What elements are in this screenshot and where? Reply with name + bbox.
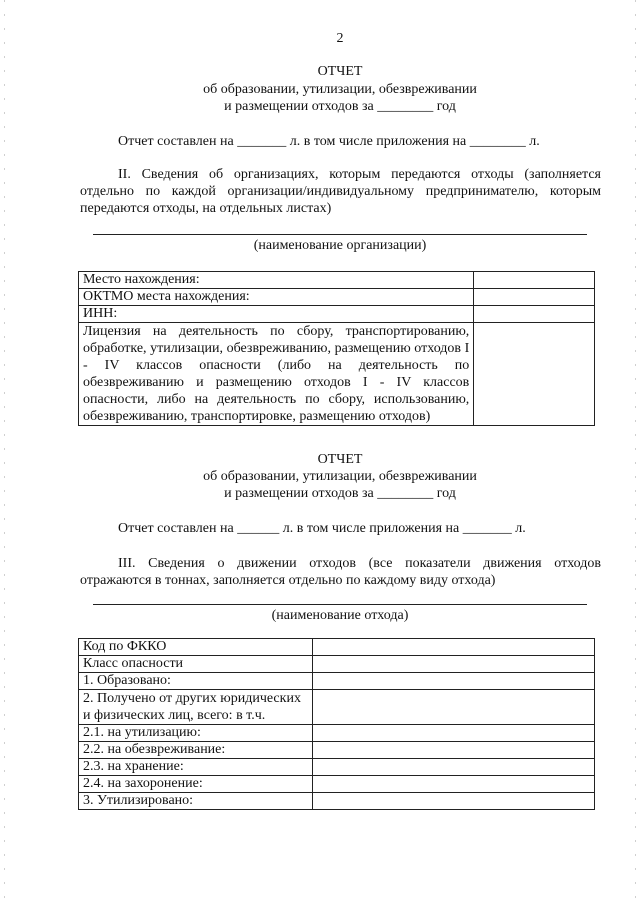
report2-section-text: III. Сведения о движении отходов (все показатели движения отходов отражаются в тоннах, заполняется отдельно по каждому виду отхода) — [80, 556, 601, 588]
table-row — [79, 323, 595, 426]
report2-compiled-mid: л. в том числе приложения на — [282, 521, 460, 536]
org-name-caption: (наименование организации) — [253, 238, 427, 253]
table-row — [79, 306, 595, 323]
report1-compiled-pre: Отчет составлен на — [118, 134, 234, 149]
waste-hazard-value — [312, 656, 594, 673]
page-number: 2 — [336, 31, 344, 46]
waste-formed-value — [312, 673, 594, 690]
report1-appendix-blank: ________ — [469, 134, 526, 149]
report2-title: ОТЧЕТ — [317, 452, 363, 467]
table-row — [79, 639, 595, 656]
waste-utilized-value — [312, 793, 594, 810]
waste-to-burial-label: 2.4. на захоронение: — [79, 776, 313, 793]
waste-formed-label: 1. Образовано: — [79, 673, 313, 690]
report1-compiled-post: л. — [529, 134, 540, 149]
waste-to-neutralization-value — [312, 742, 594, 759]
report1-subtitle-2 — [0, 98, 640, 115]
table-row — [79, 289, 595, 306]
report1-compiled-line — [118, 133, 540, 150]
org-license-value — [474, 323, 595, 426]
report2-subtitle-2 — [0, 485, 640, 502]
table-row — [79, 725, 595, 742]
report2-appendix-blank: _______ — [462, 521, 512, 536]
waste-name-line — [93, 604, 587, 605]
report1-year-suffix: год — [436, 99, 456, 114]
org-location-label: Место нахождения: — [79, 272, 474, 289]
report1-sheets-blank: _______ — [237, 134, 287, 149]
report2-subtitle-2-text: и размещении отходов за — [224, 486, 374, 501]
waste-received-value — [312, 690, 594, 725]
report2-compiled-line — [118, 520, 526, 537]
table-row — [79, 776, 595, 793]
waste-to-neutralization-label: 2.2. на обезвреживание: — [79, 742, 313, 759]
report2-year-suffix: год — [436, 486, 456, 501]
report2-year-blank: ________ — [377, 486, 434, 501]
report2-compiled-post: л. — [515, 521, 526, 536]
org-oktmo-value — [474, 289, 595, 306]
report2-compiled-pre: Отчет составлен на — [118, 521, 234, 536]
table-row — [79, 673, 595, 690]
waste-fkko-label: Код по ФККО — [79, 639, 313, 656]
table-row — [79, 742, 595, 759]
waste-utilized-label: 3. Утилизировано: — [79, 793, 313, 810]
waste-table — [78, 638, 595, 810]
org-inn-value — [474, 306, 595, 323]
report1-subtitle-2-text: и размещении отходов за — [224, 99, 374, 114]
org-inn-label: ИНН: — [79, 306, 474, 323]
report1-section-text: II. Сведения об организациях, которым передаются отходы (заполняется отдельно по каждой организации/индивидуальному предпринимателю, которым передаются отходы, на отдельных листах) — [80, 167, 601, 216]
table-row — [79, 272, 595, 289]
waste-hazard-label: Класс опасности — [79, 656, 313, 673]
waste-to-utilization-value — [312, 725, 594, 742]
org-license-label: Лицензия на деятельность по сбору, транспортированию, обработке, утилизации, обезвреживанию, размещению отходов I - IV классов опасности (либо на деятельность по обезвреживанию и размещению отходов I - IV классов опасности, либо на деятельность по сбору, использованию, обезвреживанию, транспортировке, размещению отходов) — [79, 323, 474, 426]
waste-to-storage-label: 2.3. на хранение: — [79, 759, 313, 776]
table-row — [79, 656, 595, 673]
report1-subtitle-1: об образовании, утилизации, обезвреживании — [203, 82, 477, 97]
org-oktmo-label: ОКТМО места нахождения: — [79, 289, 474, 306]
report1-title: ОТЧЕТ — [317, 64, 363, 79]
waste-received-label: 2. Получено от других юридических и физических лиц, всего: в т.ч. — [79, 690, 313, 725]
org-location-value — [474, 272, 595, 289]
report1-compiled-mid: л. в том числе приложения на — [289, 134, 467, 149]
waste-name-caption: (наименование отхода) — [271, 608, 409, 623]
table-row — [79, 759, 595, 776]
waste-to-burial-value — [312, 776, 594, 793]
table-row — [79, 793, 595, 810]
report2-sheets-blank: ______ — [237, 521, 280, 536]
waste-to-utilization-label: 2.1. на утилизацию: — [79, 725, 313, 742]
table-row — [79, 690, 595, 725]
report2-subtitle-1: об образовании, утилизации, обезвреживании — [203, 469, 477, 484]
org-table — [78, 271, 595, 426]
report1-year-blank: ________ — [377, 99, 434, 114]
waste-to-storage-value — [312, 759, 594, 776]
waste-fkko-value — [312, 639, 594, 656]
org-name-line — [93, 234, 587, 235]
